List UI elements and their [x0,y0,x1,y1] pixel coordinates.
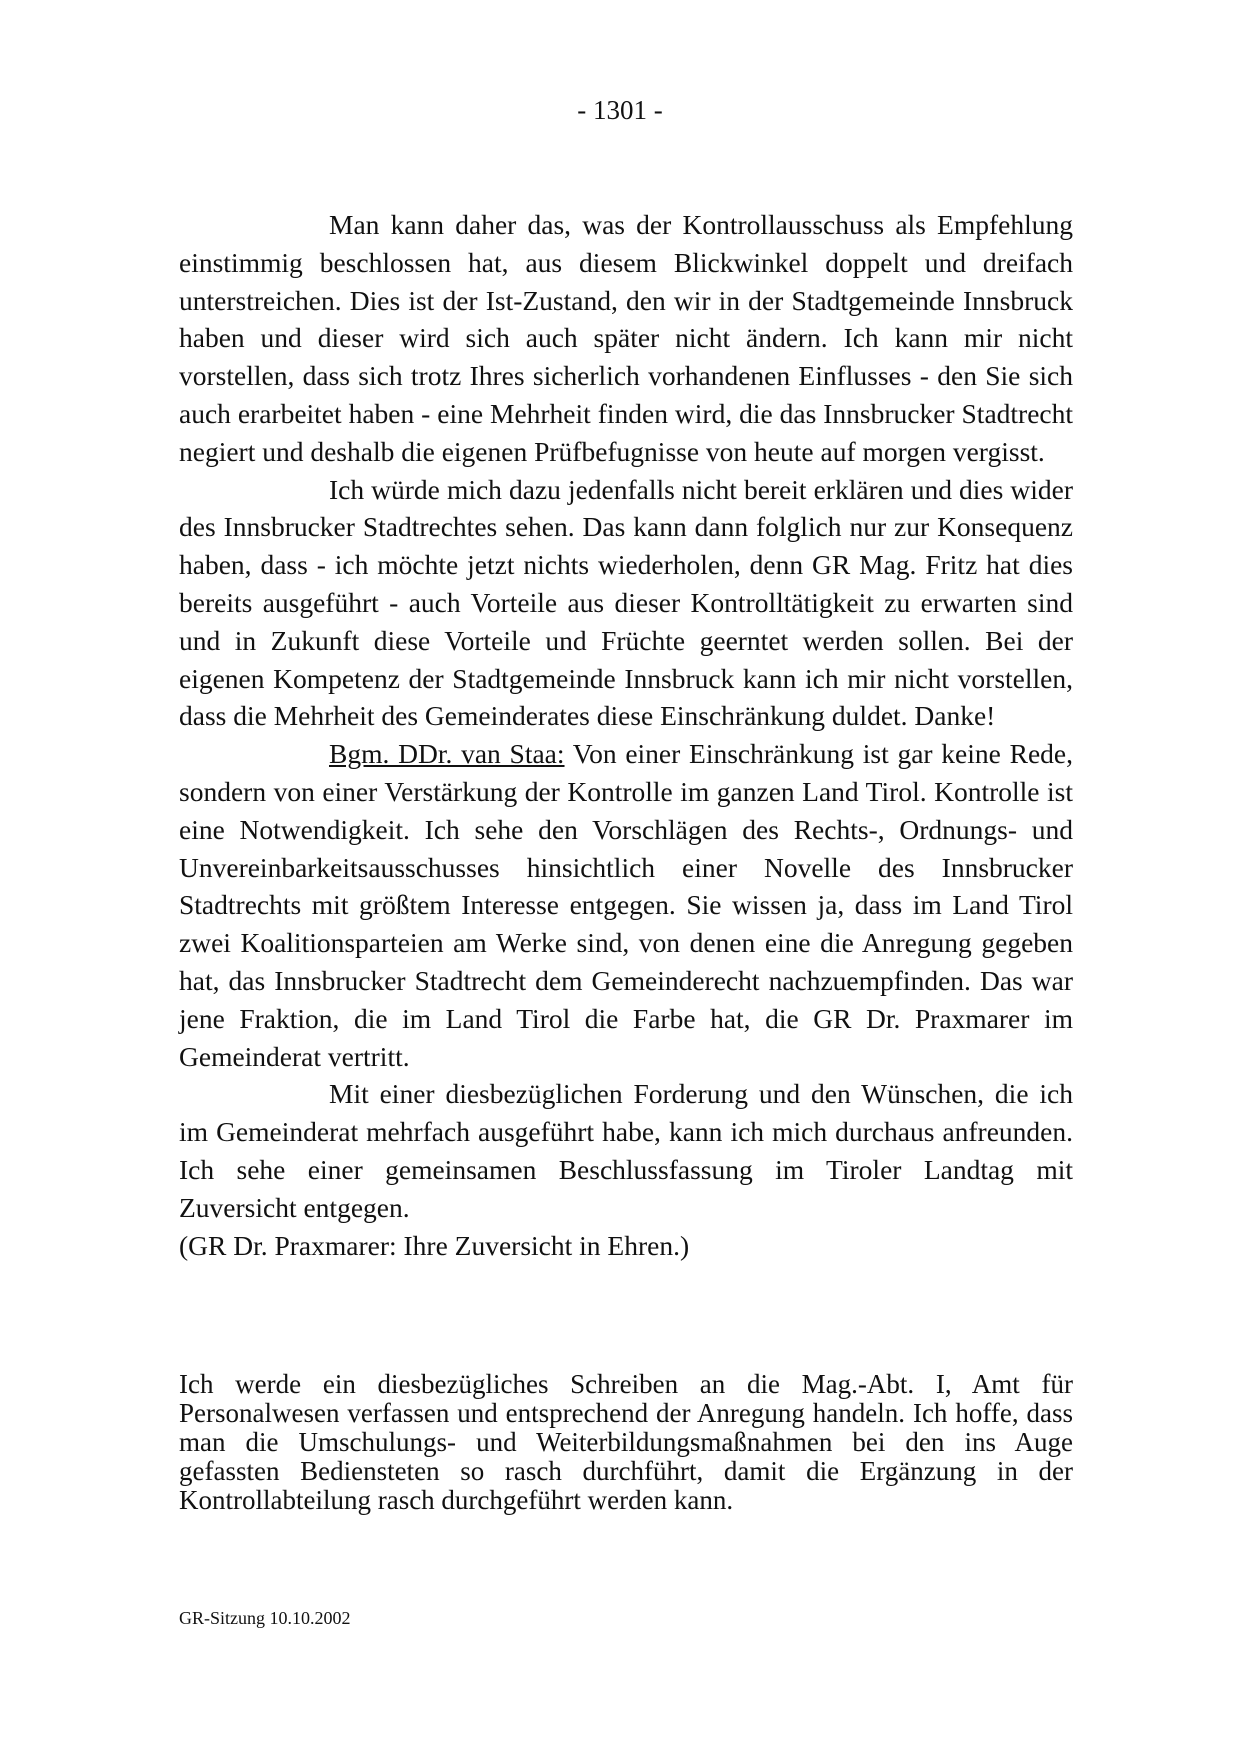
paragraph-2: Ich würde mich dazu jedenfalls nicht bereit erklären und dies wider des Innsbrucker Stadtrechtes sehen. Das kann dann folglich nur zur Konsequenz haben, dass - ich möchte jetzt nichts wiederholen, denn GR Mag. Fritz hat dies bereits ausgeführt - auch Vorteile aus dieser Kontrolltätigkeit zu erwarten sind und in Zukunft diese Vorteile und Früchte geerntet werden sollen. Bei der eigenen Kompetenz der Stadtgemeinde Innsbruck kann ich mir nicht vorstellen, dass die Mehrheit des Gemeinderates diese Einschränkung duldet. Danke! [179,473,1073,732]
paragraph-1: Man kann daher das, was der Kontrollausschuss als Empfehlung einstimmig beschlossen hat, aus diesem Blickwinkel doppelt und dreifach unterstreichen. Dies ist der Ist-Zustand, den wir in der Stadtgemeinde Innsbruck haben und dieser wird sich auch später nicht ändern. Ich kann mir nicht vorstellen, dass sich trotz Ihres sicherlich vorhandenen Einflusses - den Sie sich auch erarbeitet haben - eine Mehrheit finden wird, die das Innsbrucker Stadtrecht negiert und deshalb die eigenen Prüfbefugnisse von heute auf morgen vergisst. [179,209,1073,467]
paragraph-3 [179,735,1073,1075]
paragraph-4: Mit einer diesbezüglichen Forderung und den Wünschen, die ich im Gemeinderat mehrfach ausgeführt habe, kann ich mich durchaus anfreunden. Ich sehe einer gemeinsamen Beschlussfassung im Tiroler Landtag mit Zuversicht entgegen. [179,1078,1073,1223]
document-body [179,206,1073,1264]
page-number: - 1301 - [577,95,663,125]
speaker-name: Bgm. DDr. van Staa: [329,738,565,770]
closing-paragraph: Ich werde ein diesbezügliches Schreiben an die Mag.-Abt. I, Amt für Personalwesen verfassen und entsprechend der Anregung handeln. Ich hoffe, dass man die Umschulungs- und Weiterbildungsmaßnahmen bei den ins Auge gefassten Bediensteten so rasch durchführt, damit die Ergänzung in der Kontrollabteilung rasch durchgeführt werden kann. [179,1369,1073,1515]
footer-session: GR-Sitzung 10.10.2002 [179,1608,351,1628]
interjection: (GR Dr. Praxmarer: Ihre Zuversicht in Ehren.) [179,1229,690,1261]
paragraph-3-text: Von einer Einschränkung ist gar keine Rede, sondern von einer Verstärkung der Kontrolle im ganzen Land Tirol. Kontrolle ist eine Notwendigkeit. Ich sehe den Vorschlägen des Rechts-, Ordnungs- und Unvereinbarkeitsausschusses hinsichtlich einer Novelle des Innsbrucker Stadtrechts mit größtem Interesse entgegen. Sie wissen ja, dass im Land Tirol zwei Koalitionsparteien am Werke sind, von denen eine die Anregung gegeben hat, das Innsbrucker Stadtrecht dem Gemeinderecht nachzuempfinden. Das war jene Fraktion, die im Land Tirol die Farbe hat, die GR Dr. Praxmarer im Gemeinderat vertritt. [179,738,1073,1072]
